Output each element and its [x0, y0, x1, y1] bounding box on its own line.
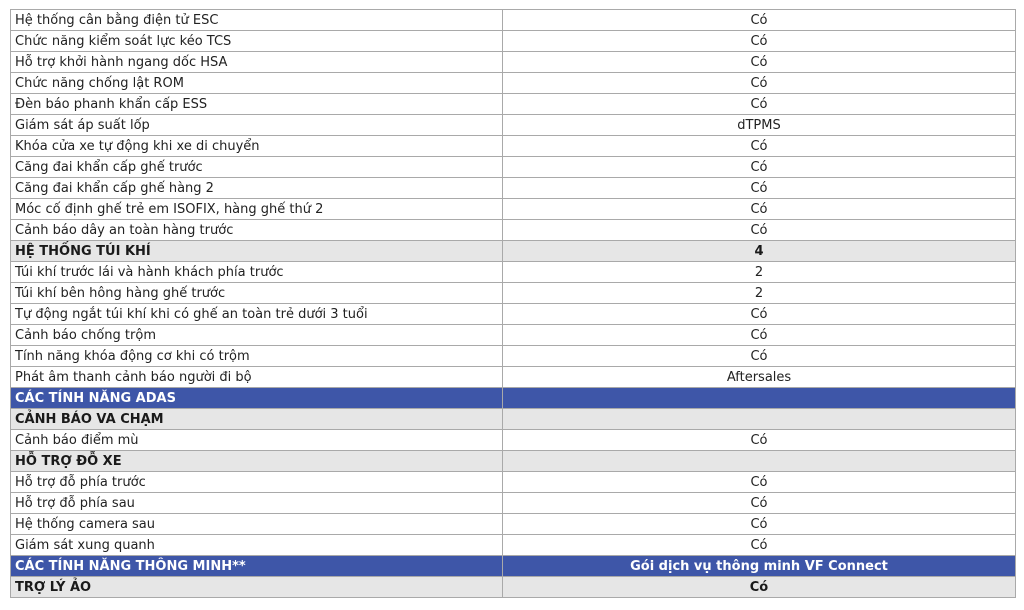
- feature-value: Aftersales: [503, 367, 1016, 388]
- feature-value: Có: [503, 10, 1016, 31]
- section-header-row: [11, 241, 1016, 262]
- feature-value: Có: [503, 94, 1016, 115]
- feature-label: Cảnh báo chống trộm: [11, 325, 503, 346]
- feature-value: Có: [503, 304, 1016, 325]
- feature-value: Có: [503, 430, 1016, 451]
- feature-value: Có: [503, 157, 1016, 178]
- feature-value: Có: [503, 52, 1016, 73]
- feature-label: Móc cố định ghế trẻ em ISOFIX, hàng ghế thứ 2: [11, 199, 503, 220]
- feature-label: Giám sát áp suất lốp: [11, 115, 503, 136]
- feature-label: Căng đai khẩn cấp ghế trước: [11, 157, 503, 178]
- feature-value: 2: [503, 262, 1016, 283]
- section-header-row: [11, 577, 1016, 598]
- feature-label: Đèn báo phanh khẩn cấp ESS: [11, 94, 503, 115]
- feature-label: Phát âm thanh cảnh báo người đi bộ: [11, 367, 503, 388]
- feature-label: Chức năng chống lật ROM: [11, 73, 503, 94]
- table-row: [11, 178, 1016, 199]
- feature-value: Có: [503, 325, 1016, 346]
- feature-label: Tự động ngắt túi khí khi có ghế an toàn trẻ dưới 3 tuổi: [11, 304, 503, 325]
- table-row: [11, 430, 1016, 451]
- table-row: [11, 199, 1016, 220]
- spec-table: [10, 9, 1016, 598]
- feature-label: Hỗ trợ đỗ phía sau: [11, 493, 503, 514]
- table-row: [11, 115, 1016, 136]
- table-row: [11, 220, 1016, 241]
- feature-value: Có: [503, 178, 1016, 199]
- table-row: [11, 31, 1016, 52]
- table-row: [11, 493, 1016, 514]
- feature-value: Có: [503, 535, 1016, 556]
- feature-value: Có: [503, 136, 1016, 157]
- table-row: [11, 346, 1016, 367]
- feature-value: dTPMS: [503, 115, 1016, 136]
- feature-value: Gói dịch vụ thông minh VF Connect: [503, 556, 1016, 577]
- feature-value: [503, 388, 1016, 409]
- table-row: [11, 10, 1016, 31]
- feature-value: Có: [503, 493, 1016, 514]
- table-row: [11, 157, 1016, 178]
- feature-label: Giám sát xung quanh: [11, 535, 503, 556]
- table-row: [11, 304, 1016, 325]
- feature-label: TRỢ LÝ ẢO: [11, 577, 503, 598]
- feature-value: [503, 409, 1016, 430]
- feature-label: Cảnh báo dây an toàn hàng trước: [11, 220, 503, 241]
- feature-value: Có: [503, 472, 1016, 493]
- table-row: [11, 514, 1016, 535]
- feature-value: Có: [503, 199, 1016, 220]
- table-row: [11, 367, 1016, 388]
- feature-label: Túi khí trước lái và hành khách phía trước: [11, 262, 503, 283]
- feature-value: Có: [503, 73, 1016, 94]
- feature-label: HỖ TRỢ ĐỖ XE: [11, 451, 503, 472]
- table-row: [11, 535, 1016, 556]
- feature-label: Hỗ trợ đỗ phía trước: [11, 472, 503, 493]
- feature-label: Hệ thống camera sau: [11, 514, 503, 535]
- feature-value: Có: [503, 346, 1016, 367]
- feature-label: CẢNH BÁO VA CHẠM: [11, 409, 503, 430]
- feature-value: 4: [503, 241, 1016, 262]
- table-row: [11, 472, 1016, 493]
- feature-label: Tính năng khóa động cơ khi có trộm: [11, 346, 503, 367]
- feature-label: Hệ thống cân bằng điện tử ESC: [11, 10, 503, 31]
- section-header-row: [11, 451, 1016, 472]
- feature-value: Có: [503, 220, 1016, 241]
- table-row: [11, 325, 1016, 346]
- category-header-row: [11, 388, 1016, 409]
- feature-label: HỆ THỐNG TÚI KHÍ: [11, 241, 503, 262]
- feature-value: Có: [503, 31, 1016, 52]
- table-row: [11, 94, 1016, 115]
- feature-label: Khóa cửa xe tự động khi xe di chuyển: [11, 136, 503, 157]
- feature-label: Căng đai khẩn cấp ghế hàng 2: [11, 178, 503, 199]
- spec-table-body: [11, 10, 1016, 598]
- feature-value: Có: [503, 577, 1016, 598]
- table-row: [11, 283, 1016, 304]
- feature-value: [503, 451, 1016, 472]
- section-header-row: [11, 409, 1016, 430]
- table-row: [11, 262, 1016, 283]
- feature-label: Cảnh báo điểm mù: [11, 430, 503, 451]
- table-row: [11, 52, 1016, 73]
- category-header-row: [11, 556, 1016, 577]
- table-row: [11, 136, 1016, 157]
- feature-label: CÁC TÍNH NĂNG THÔNG MINH**: [11, 556, 503, 577]
- feature-label: CÁC TÍNH NĂNG ADAS: [11, 388, 503, 409]
- table-row: [11, 73, 1016, 94]
- feature-label: Túi khí bên hông hàng ghế trước: [11, 283, 503, 304]
- feature-value: 2: [503, 283, 1016, 304]
- feature-label: Chức năng kiểm soát lực kéo TCS: [11, 31, 503, 52]
- feature-value: Có: [503, 514, 1016, 535]
- feature-label: Hỗ trợ khởi hành ngang dốc HSA: [11, 52, 503, 73]
